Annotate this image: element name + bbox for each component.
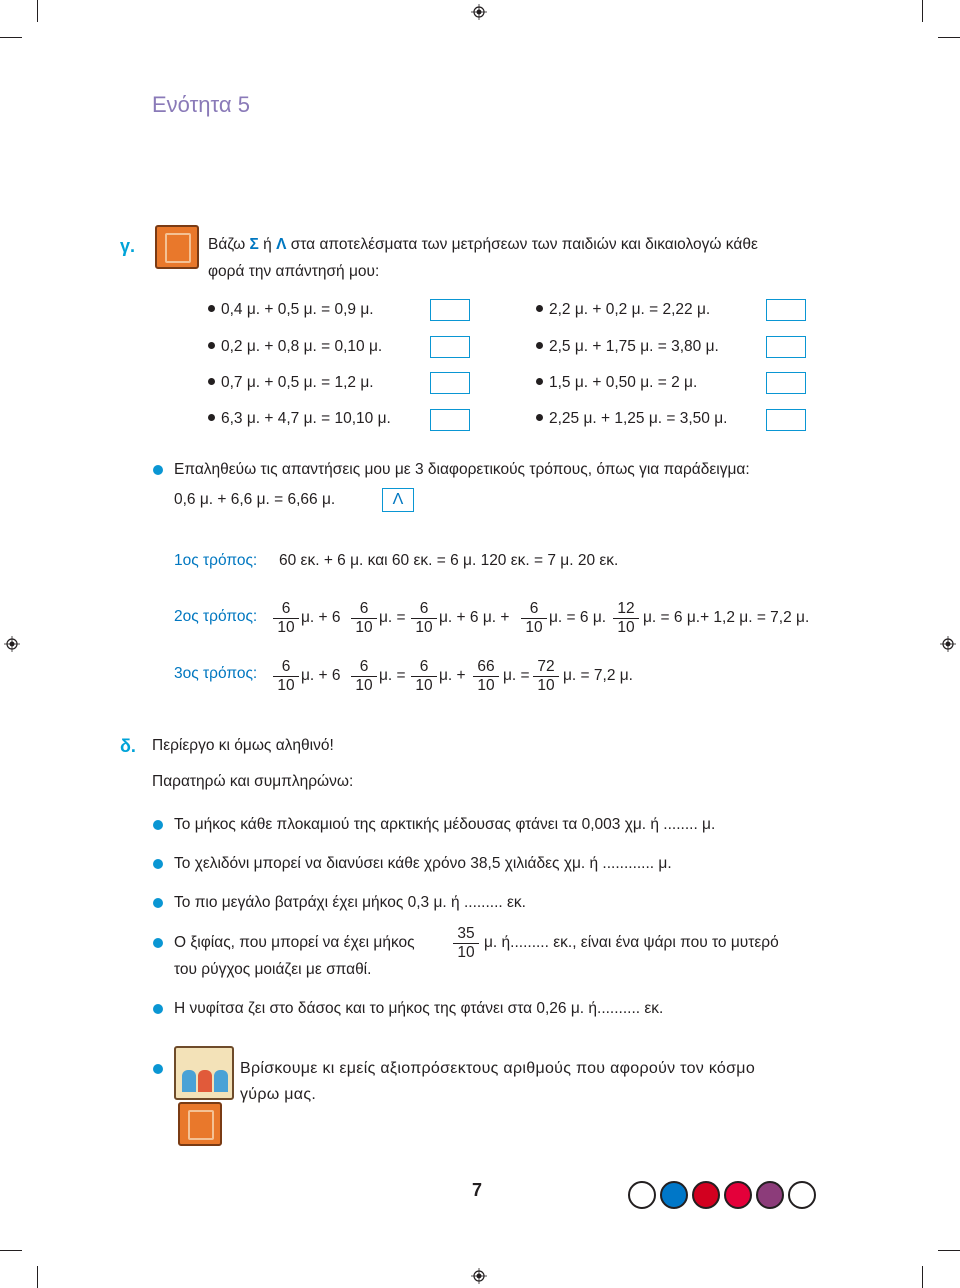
fact-item: Το πιο μεγάλο βατράχι έχει μήκος 0,3 μ. ή ......... εκ. [174, 894, 526, 911]
bullet-icon [208, 342, 215, 349]
fraction-numerator: 66 [473, 658, 499, 677]
fact-item: Το χελιδόνι μπορεί να διανύσει κάθε χρόνο 38,5 χιλιάδες χμ. ή ............ μ. [174, 855, 672, 872]
fraction [351, 600, 377, 637]
fact-item: Το μήκος κάθε πλοκαμιού της αρκτικής μέδουσας φτάνει τα 0,003 χμ. ή ........ μ. [174, 816, 716, 833]
fraction [613, 600, 639, 637]
color-circle [660, 1181, 688, 1209]
fact-item: του ρύγχος μοιάζει με σπαθί. [174, 961, 372, 978]
color-circle [628, 1181, 656, 1209]
fraction-denominator: 10 [477, 677, 495, 694]
fraction [521, 600, 547, 637]
answer-box[interactable] [766, 336, 806, 358]
blue-bullet-icon [153, 1004, 163, 1014]
notebook-icon [178, 1102, 222, 1146]
verify-text: Επαληθεύω τις απαντήσεις μου με 3 διαφορετικούς τρόπους, όπως για παράδειγμα: [174, 461, 750, 478]
example-equation: 0,6 μ. + 6,6 μ. = 6,66 μ. [174, 491, 336, 508]
symbol-l: Λ [276, 236, 287, 253]
crop-mark [0, 1250, 22, 1251]
color-circle [756, 1181, 784, 1209]
equation-text: 6,3 μ. + 4,7 μ. = 10,10 μ. [221, 410, 391, 427]
fact-item: Ο ξιφίας, που μπορεί να έχει μήκος [174, 934, 415, 951]
answer-box[interactable] [430, 372, 470, 394]
fraction-numerator: 6 [411, 658, 437, 677]
crop-mark [0, 37, 22, 38]
fraction-numerator: 12 [613, 600, 639, 619]
fraction-numerator: 6 [351, 658, 377, 677]
equation-text: 2,2 μ. + 0,2 μ. = 2,22 μ. [549, 301, 711, 318]
registration-mark-icon [940, 636, 956, 652]
closing-line-1: Βρίσκουμε κι εμείς αξιοπρόσεκτους αριθμούς που αφορούν τον κόσμο [240, 1060, 756, 1077]
fraction [533, 658, 559, 695]
color-circle [692, 1181, 720, 1209]
equation-text: μ. + 6 μ. + [439, 609, 510, 626]
color-circle [788, 1181, 816, 1209]
equation-item [536, 301, 710, 319]
equation-item [208, 301, 374, 319]
fraction [453, 925, 479, 962]
equation-text: 1,5 μ. + 0,50 μ. = 2 μ. [549, 374, 698, 391]
crop-mark [922, 1266, 923, 1288]
way3-label: 3ος τρόπος: [174, 665, 258, 682]
students-at-desk-icon [174, 1046, 234, 1100]
bullet-icon [208, 305, 215, 312]
equation-text: μ. = 6 μ.+ 1,2 μ. = 7,2 μ. [643, 609, 810, 626]
fraction-numerator: 6 [273, 658, 299, 677]
crop-mark [37, 1266, 38, 1288]
fraction-numerator: 6 [411, 600, 437, 619]
symbol-s: Σ [249, 236, 259, 253]
closing-line-2: γύρω μας. [240, 1086, 317, 1103]
registration-mark-icon [471, 1268, 487, 1284]
bullet-icon [208, 378, 215, 385]
equation-text: μ. + [439, 667, 466, 684]
fraction [351, 658, 377, 695]
fraction-denominator: 10 [525, 619, 543, 636]
instruction-line-1 [208, 236, 758, 254]
instruction-or: ή [258, 236, 277, 253]
fraction-numerator: 6 [273, 600, 299, 619]
equation-text: μ. = 6 μ. [549, 609, 607, 626]
fraction-denominator: 10 [415, 619, 433, 636]
blue-bullet-icon [153, 465, 163, 475]
example-answer-box: Λ [382, 488, 414, 512]
equation-text: 0,4 μ. + 0,5 μ. = 0,9 μ. [221, 301, 374, 318]
section-letter-delta: δ. [120, 736, 136, 756]
equation-item [208, 374, 374, 392]
equation-item [208, 338, 382, 356]
fact-item: μ. ή......... εκ., είναι ένα ψάρι που το μυτερό [484, 934, 779, 951]
equation-text: 2,25 μ. + 1,25 μ. = 3,50 μ. [549, 410, 728, 427]
bullet-icon [536, 378, 543, 385]
equation-text: μ. = 7,2 μ. [563, 667, 633, 684]
answer-box[interactable] [766, 299, 806, 321]
fraction-numerator: 6 [521, 600, 547, 619]
fraction-denominator: 10 [537, 677, 555, 694]
fraction [473, 658, 499, 695]
fraction-numerator: 35 [453, 925, 479, 944]
instruction-text: Βάζω [208, 236, 250, 253]
delta-title: Περίεργο κι όμως αληθινό! [152, 737, 334, 754]
fraction-denominator: 10 [415, 677, 433, 694]
registration-mark-icon [471, 4, 487, 20]
way2-label: 2ος τρόπος: [174, 608, 258, 625]
bullet-icon [536, 414, 543, 421]
student-figure [198, 1070, 212, 1092]
registration-mark-icon [4, 636, 20, 652]
way1-text: 60 εκ. + 6 μ. και 60 εκ. = 6 μ. 120 εκ. = 7 μ. 20 εκ. [279, 552, 619, 569]
equation-text: μ. = [379, 609, 406, 626]
bullet-icon [536, 342, 543, 349]
bullet-icon [208, 414, 215, 421]
fraction-denominator: 10 [355, 677, 373, 694]
fraction [411, 600, 437, 637]
color-circle [724, 1181, 752, 1209]
answer-box[interactable] [430, 336, 470, 358]
fraction-denominator: 10 [457, 944, 475, 961]
equation-text: 2,5 μ. + 1,75 μ. = 3,80 μ. [549, 338, 719, 355]
student-figure [214, 1070, 228, 1092]
fraction [273, 600, 299, 637]
crop-mark [37, 0, 38, 22]
fraction-numerator: 72 [533, 658, 559, 677]
section-letter-gamma: γ. [120, 236, 136, 256]
blue-bullet-icon [153, 938, 163, 948]
equation-item [208, 410, 391, 428]
notebook-icon [155, 225, 199, 269]
equation-text: μ. + 6 [301, 609, 341, 626]
crop-mark [922, 0, 923, 22]
answer-box[interactable] [430, 299, 470, 321]
equation-text: μ. + 6 [301, 667, 341, 684]
fraction-denominator: 10 [617, 619, 635, 636]
blue-bullet-icon [153, 820, 163, 830]
equation-item [536, 374, 697, 392]
fraction [411, 658, 437, 695]
fraction [273, 658, 299, 695]
blue-bullet-icon [153, 859, 163, 869]
equation-text: 0,2 μ. + 0,8 μ. = 0,10 μ. [221, 338, 383, 355]
equation-text: μ. = [503, 667, 530, 684]
instruction-line-2: φορά την απάντησή μου: [208, 263, 380, 280]
instruction-text: στα αποτελέσματα των μετρήσεων των παιδιών και δικαιολογώ κάθε [286, 236, 758, 253]
equation-text: μ. = [379, 667, 406, 684]
fraction-numerator: 6 [351, 600, 377, 619]
way1-label: 1ος τρόπος: [174, 552, 258, 569]
delta-subtitle: Παρατηρώ και συμπληρώνω: [152, 773, 354, 790]
bullet-icon [536, 305, 543, 312]
blue-bullet-icon [153, 898, 163, 908]
fraction-denominator: 10 [355, 619, 373, 636]
student-figure [182, 1070, 196, 1092]
crop-mark [938, 37, 960, 38]
answer-box[interactable] [766, 409, 806, 431]
fact-item: Η νυφίτσα ζει στο δάσος και το μήκος της φτάνει στα 0,26 μ. ή.......... εκ. [174, 1000, 664, 1017]
fraction-denominator: 10 [277, 677, 295, 694]
blue-bullet-icon [153, 1064, 163, 1074]
equation-item [536, 410, 727, 428]
fraction-denominator: 10 [277, 619, 295, 636]
page-number: 7 [472, 1180, 483, 1200]
equation-text: 0,7 μ. + 0,5 μ. = 1,2 μ. [221, 374, 374, 391]
answer-box[interactable] [766, 372, 806, 394]
answer-box[interactable] [430, 409, 470, 431]
unit-title: Ενότητα 5 [152, 92, 250, 117]
equation-item [536, 338, 719, 356]
crop-mark [938, 1250, 960, 1251]
